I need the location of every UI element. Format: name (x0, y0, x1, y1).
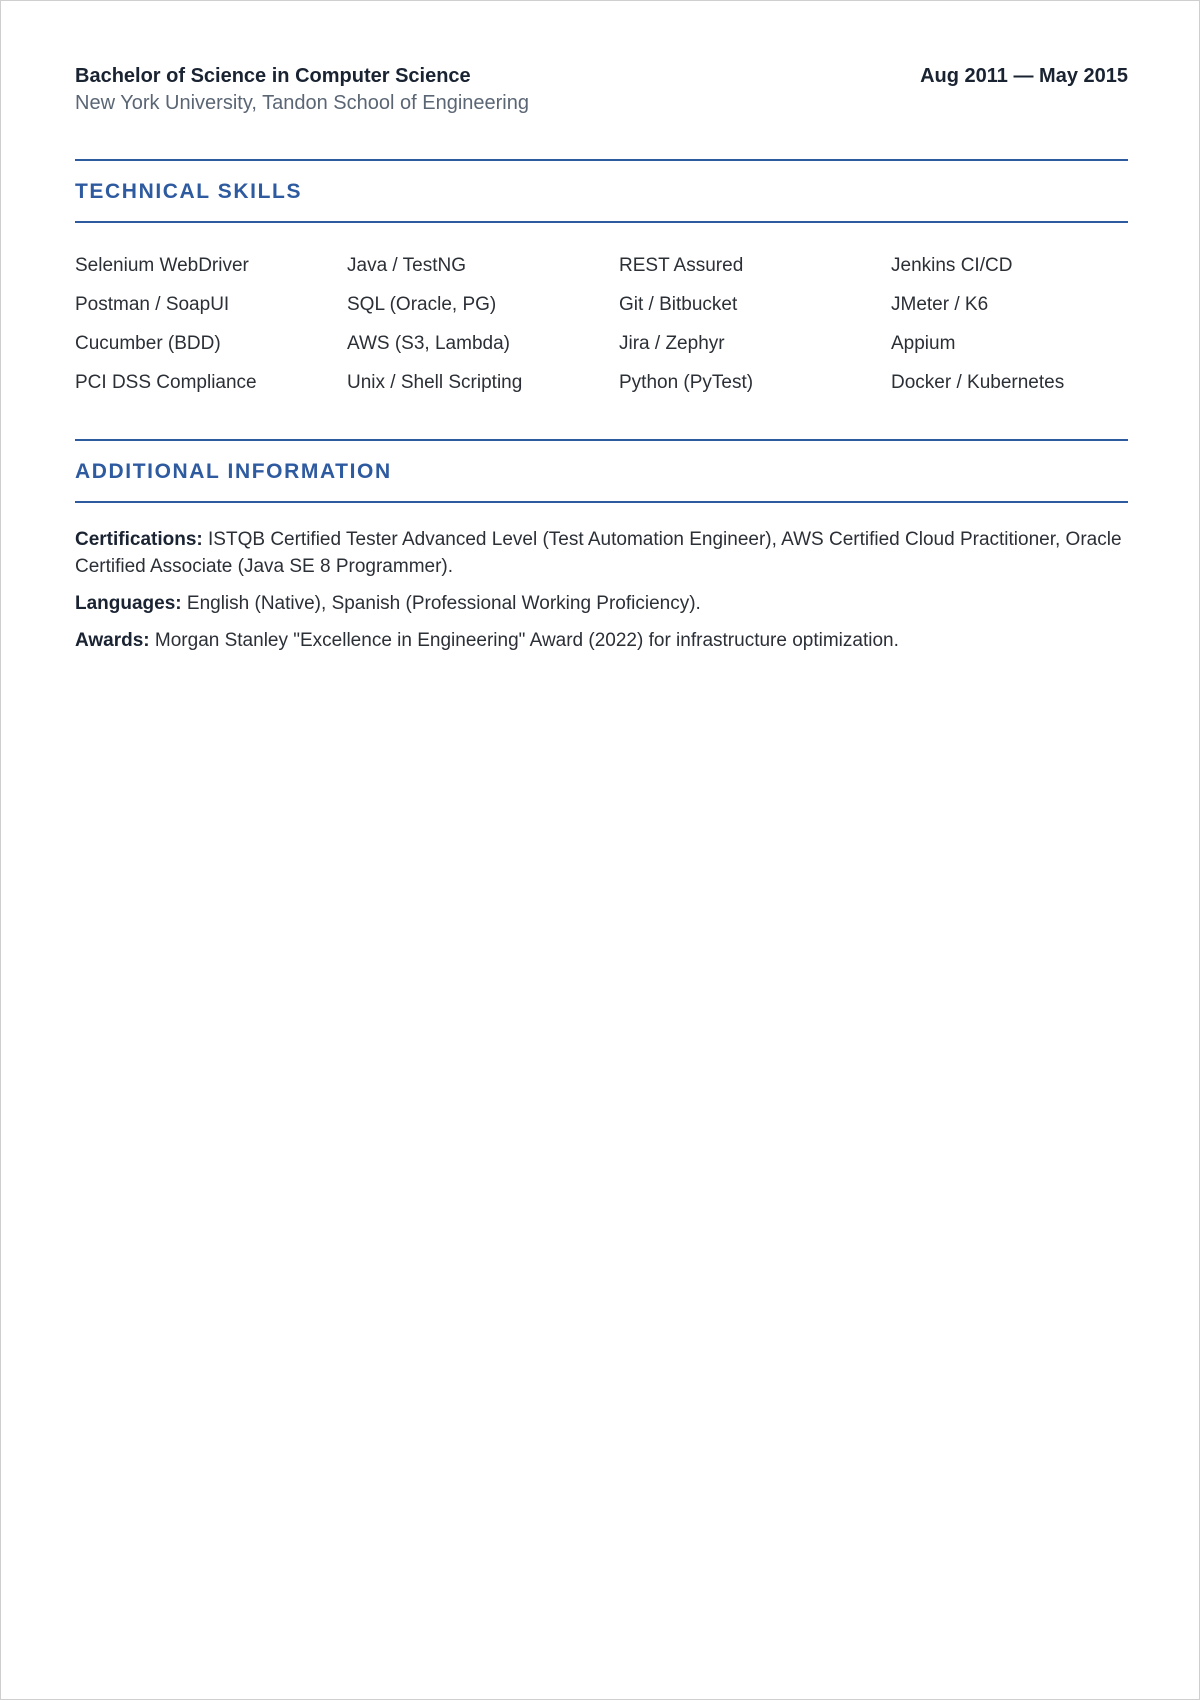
certifications-label: Certifications: (75, 529, 203, 550)
languages-entry (75, 590, 1128, 617)
certifications-entry (75, 526, 1128, 580)
education-dates: Aug 2011 — May 2015 (920, 65, 1128, 87)
education-header-row (75, 63, 1128, 90)
school-name: New York University, Tandon School of Engineering (75, 92, 529, 114)
skill-item: Docker / Kubernetes (891, 372, 1065, 393)
skill-item: Appium (891, 333, 956, 354)
skill-item: Cucumber (BDD) (75, 333, 221, 354)
education-entry (75, 63, 1128, 116)
additional-info-list (75, 503, 1128, 654)
technical-skills-section (75, 159, 1128, 402)
skill-item: Java / TestNG (347, 255, 466, 276)
skill-item: SQL (Oracle, PG) (347, 294, 497, 315)
skill-item: Jira / Zephyr (619, 333, 725, 354)
skills-grid (75, 223, 1128, 402)
skill-item: Jenkins CI/CD (891, 255, 1013, 276)
skill-item: JMeter / K6 (891, 294, 989, 315)
section-title-technical-skills: TECHNICAL SKILLS (75, 180, 303, 203)
certifications-text: ISTQB Certified Tester Advanced Level (Test Automation Engineer), AWS Certified Cloud Practitioner, Oracle Certified Associate (Java SE 8 Programmer). (75, 529, 1122, 577)
section-title-additional-information: ADDITIONAL INFORMATION (75, 460, 392, 483)
skill-item: PCI DSS Compliance (75, 372, 257, 393)
skill-item: Git / Bitbucket (619, 294, 738, 315)
skill-item: AWS (S3, Lambda) (347, 333, 510, 354)
awards-entry (75, 627, 1128, 654)
languages-text: English (Native), Spanish (Professional Working Proficiency). (181, 593, 701, 614)
awards-text: Morgan Stanley "Excellence in Engineering" Award (2022) for infrastructure optimization. (149, 630, 899, 651)
languages-label: Languages: (75, 593, 182, 614)
resume-content (75, 63, 1128, 664)
skill-item: Postman / SoapUI (75, 294, 230, 315)
skill-item: REST Assured (619, 255, 744, 276)
degree-title: Bachelor of Science in Computer Science (75, 65, 471, 87)
skill-item: Python (PyTest) (619, 372, 754, 393)
awards-label: Awards: (75, 630, 150, 651)
additional-information-section (75, 439, 1128, 654)
skill-item: Unix / Shell Scripting (347, 372, 523, 393)
skill-item: Selenium WebDriver (75, 255, 249, 276)
